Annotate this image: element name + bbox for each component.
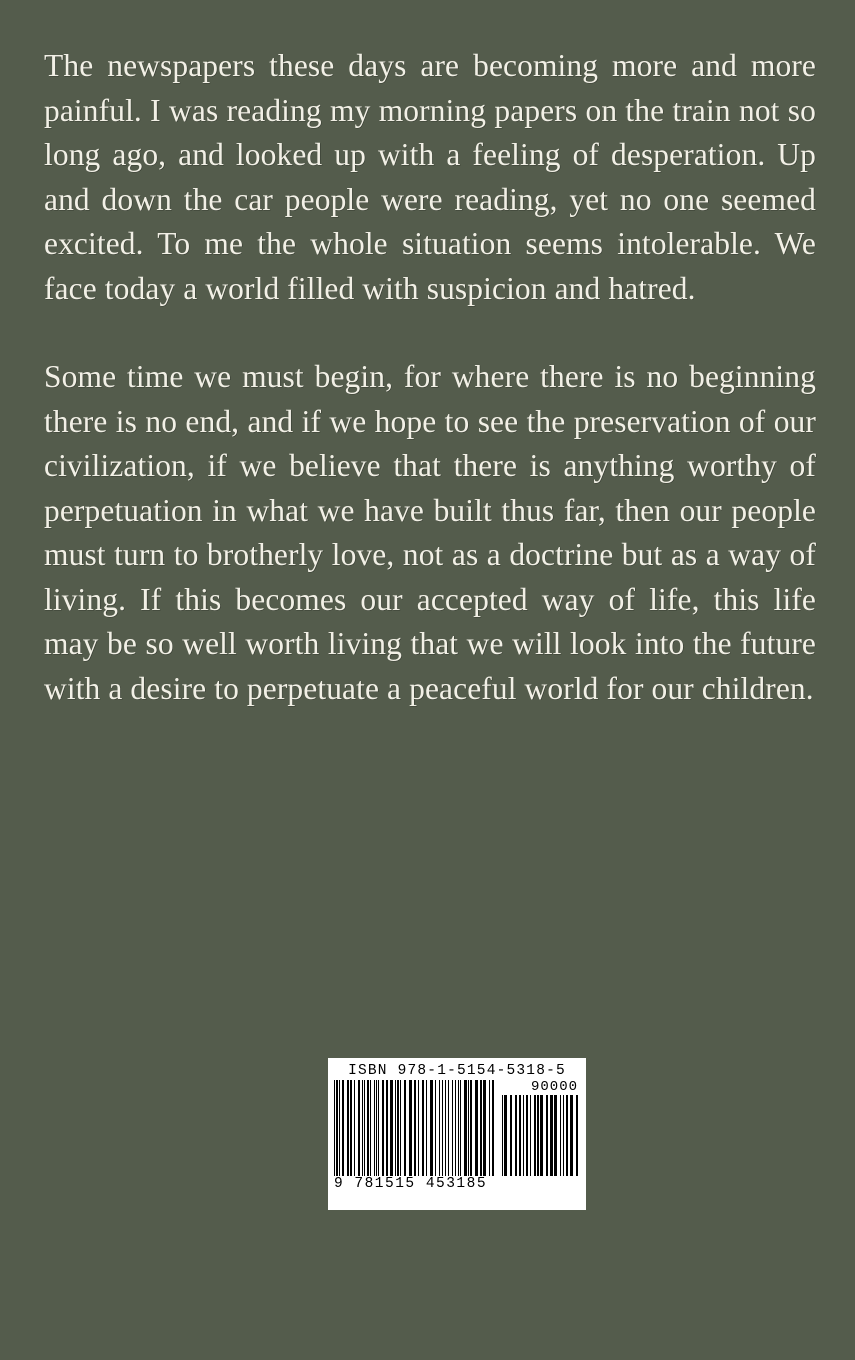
blurb-paragraph-2: Some time we must begin, for where there is no beginning there is no end, and if we hope to see the preservation of our civilization, if we believe that there is anything worthy of perpetuation in what we have built thus far, then our people must turn to brotherly love, not as a doctrine but as a way of living. If this becomes our accepted way of life, this life may be so well worth living that we will look into the future with a desire to perpetuate a peaceful world for our children. [44,359,816,706]
barcode-addon-group [502,1080,580,1176]
barcode-icon [334,1080,496,1176]
isbn-label: ISBN 978-1-5154-5318-5 [348,1063,566,1079]
ean-digits: 9 781515 453185 [334,1176,488,1192]
barcode-block [328,1058,586,1210]
addon-digits: 90000 [530,1079,578,1095]
barcode-row [334,1080,580,1176]
blurb-text-block [44,44,816,711]
barcode-addon-icon [502,1095,580,1176]
blurb-paragraph-1: The newspapers these days are becoming more and more painful. I was reading my morning papers on the train not so long ago, and looked up with a feeling of desperation. Up and down the car people were reading, yet no one seemed excited. To me the whole situation seems intolerable. We face today a world filled with suspicion and hatred. [44,48,816,306]
